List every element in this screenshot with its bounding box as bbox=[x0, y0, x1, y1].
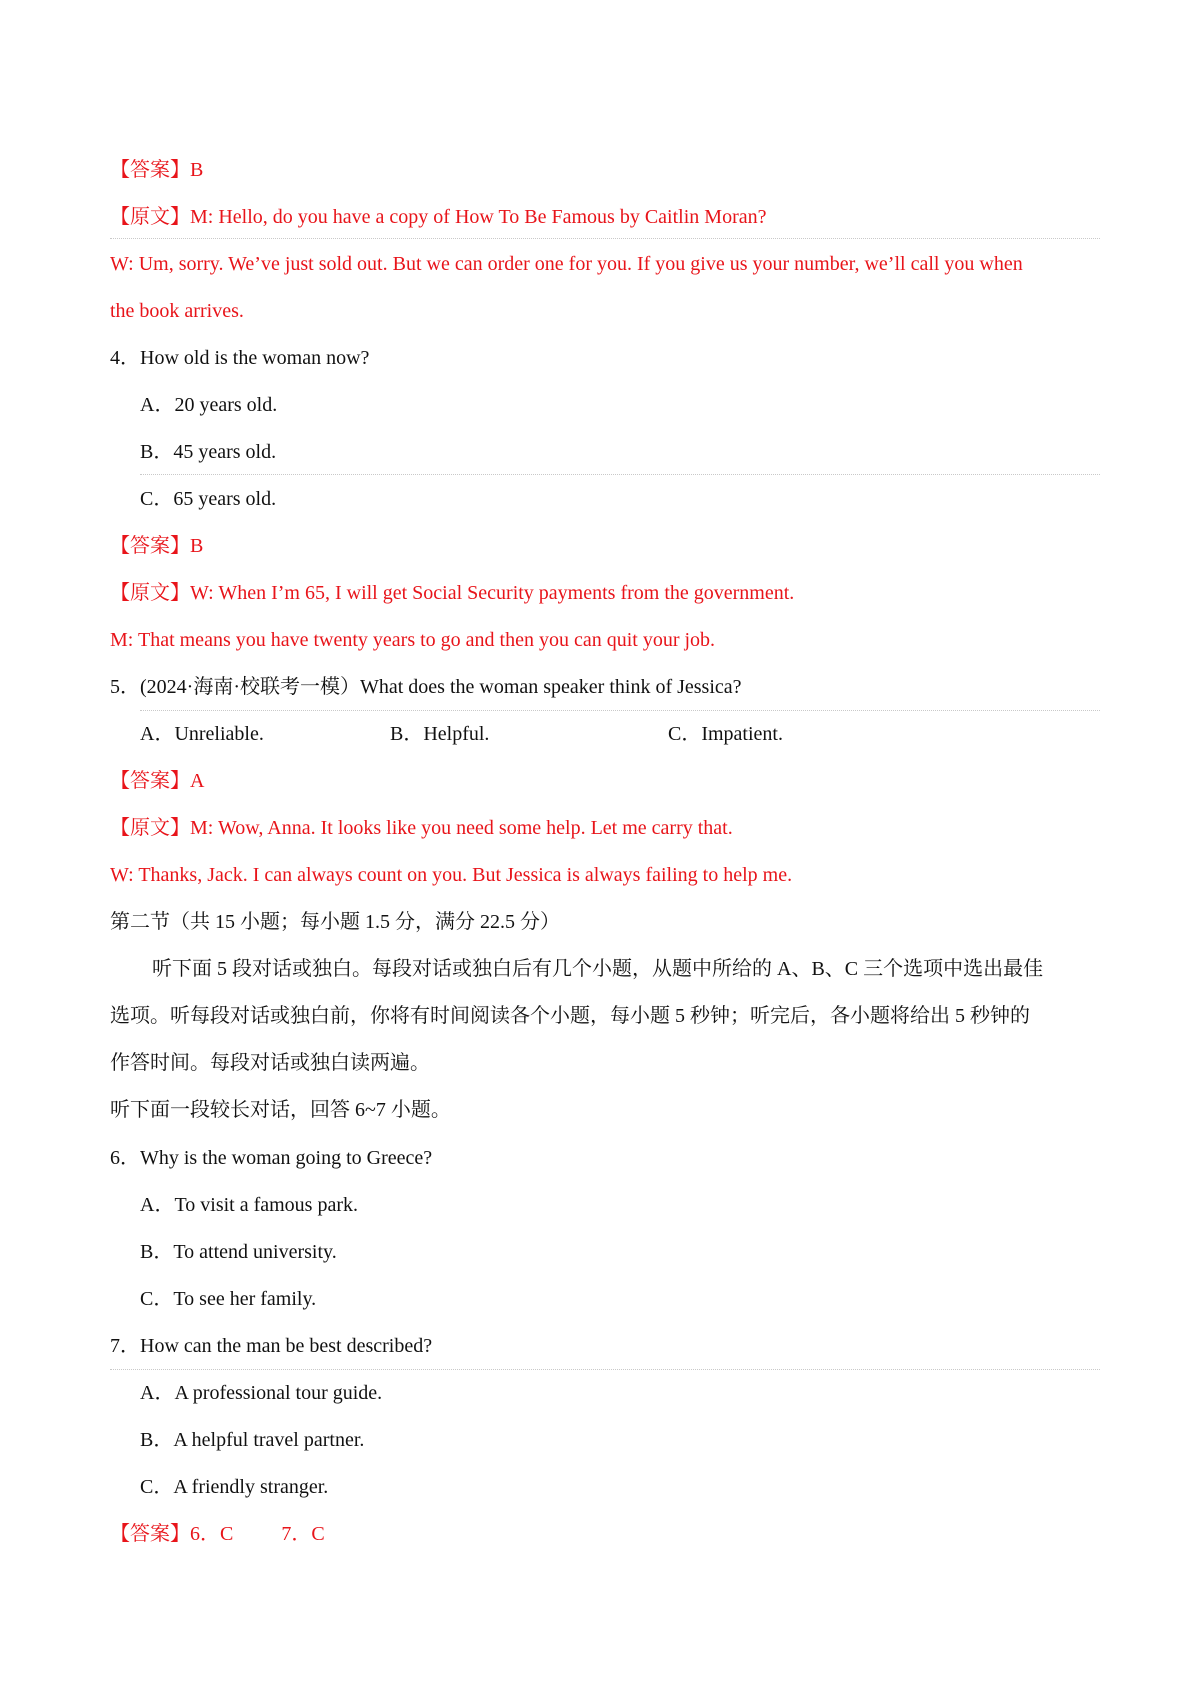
q3-transcript-line1: 【原文】M: Hello, do you have a copy of How To Be Famous by Caitlin Moran? bbox=[110, 206, 767, 228]
answer-label: 【答案】 bbox=[110, 1523, 190, 1545]
answer-7: 7．C bbox=[281, 1523, 325, 1545]
q7-option-c: C．A friendly stranger. bbox=[140, 1476, 329, 1498]
answers-6-7 bbox=[110, 1520, 325, 1548]
q5-question: 5．(2024·海南·校联考一模）What does the woman speaker think of Jessica? bbox=[110, 676, 742, 698]
q5-transcript-line1: 【原文】M: Wow, Anna. It looks like you need some help. Let me carry that. bbox=[110, 817, 733, 839]
q4-option-b: B．45 years old. bbox=[140, 441, 277, 463]
q5-option-c: C．Impatient. bbox=[668, 723, 783, 745]
answer-6: 6．C bbox=[190, 1523, 234, 1545]
divider bbox=[140, 710, 1100, 711]
q4-transcript-line2: M: That means you have twenty years to go and then you can quit your job. bbox=[110, 629, 716, 651]
q3-answer: 【答案】B bbox=[110, 159, 204, 181]
divider bbox=[110, 1369, 1100, 1370]
q4-question: 4．How old is the woman now? bbox=[110, 347, 370, 369]
q5-option-b: B．Helpful. bbox=[390, 723, 490, 745]
q7-option-a: A．A professional tour guide. bbox=[140, 1382, 383, 1404]
q5-option-a: A．Unreliable. bbox=[140, 723, 264, 745]
section2-instruction-line1: 听下面 5 段对话或独白。每段对话或独白后有几个小题，从题中所给的 A、B、C 三个选项中选出最佳 bbox=[152, 958, 1044, 980]
q5-transcript-line2: W: Thanks, Jack. I can always count on you. But Jessica is always failing to help me. bbox=[110, 864, 793, 886]
q7-question: 7．How can the man be best described? bbox=[110, 1335, 433, 1357]
q3-transcript-line2: W: Um, sorry. We’ve just sold out. But we can order one for you. If you give us your number, we’ll call you when bbox=[110, 253, 1023, 275]
section2-instruction-line3: 作答时间。每段对话或独白读两遍。 bbox=[110, 1052, 430, 1074]
q3-transcript-line3: the book arrives. bbox=[110, 300, 244, 322]
q7-option-b: B．A helpful travel partner. bbox=[140, 1429, 365, 1451]
q5-answer: 【答案】A bbox=[110, 770, 205, 792]
q6-option-b: B．To attend university. bbox=[140, 1241, 337, 1263]
section2-instruction-line2: 选项。听每段对话或独白前，你将有时间阅读各个小题，每小题 5 秒钟；听完后，各小题将给出 5 秒钟的 bbox=[110, 1005, 1030, 1027]
divider bbox=[110, 238, 1100, 239]
section2-heading: 第二节（共 15 小题；每小题 1.5 分，满分 22.5 分） bbox=[110, 911, 560, 933]
dialogue-intro: 听下面一段较长对话，回答 6~7 小题。 bbox=[110, 1099, 451, 1121]
q6-question: 6．Why is the woman going to Greece? bbox=[110, 1147, 433, 1169]
q4-transcript-line1: 【原文】W: When I’m 65, I will get Social Security payments from the government. bbox=[110, 582, 795, 604]
q4-answer: 【答案】B bbox=[110, 535, 204, 557]
divider bbox=[140, 474, 1100, 475]
q6-option-a: A．To visit a famous park. bbox=[140, 1194, 359, 1216]
q4-option-a: A．20 years old. bbox=[140, 394, 278, 416]
q6-option-c: C．To see her family. bbox=[140, 1288, 317, 1310]
q4-option-c: C．65 years old. bbox=[140, 488, 277, 510]
